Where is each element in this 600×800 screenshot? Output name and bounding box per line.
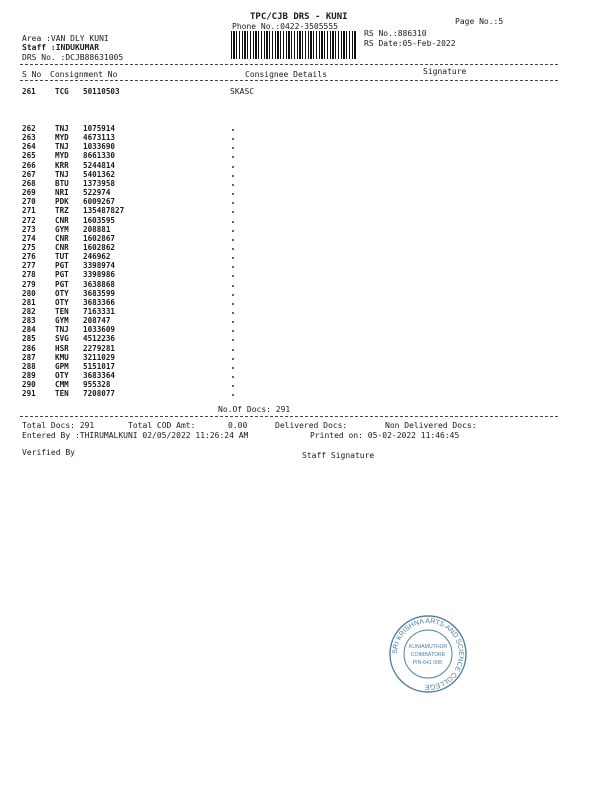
row-number: 1033690: [83, 142, 116, 152]
row-code: KMU: [55, 352, 69, 362]
drs-number: DRS No. :DCJB88631005: [22, 53, 124, 62]
row-number: 3398974: [83, 261, 116, 271]
row-code: TEN: [55, 389, 69, 399]
row-code: OTY: [55, 297, 69, 307]
consignee-mark: [232, 211, 234, 213]
row-sno: 281: [22, 297, 36, 307]
row-number: 3683366: [83, 297, 116, 307]
consignee-mark: [232, 193, 234, 195]
total-docs: Total Docs: 291: [22, 421, 95, 430]
verified-by: Verified By: [22, 448, 75, 457]
row-sno: 282: [22, 307, 36, 316]
row-code: TCG: [55, 87, 69, 96]
consignee-mark: [232, 367, 234, 369]
row-number: 1603595: [83, 215, 116, 225]
row-code: GYM: [55, 316, 69, 326]
delivered-docs: Delivered Docs:: [275, 421, 348, 430]
row-code: TUT: [55, 252, 69, 262]
entered-by: Entered By :THIRUMALKUNI 02/05/2022 11:26:24 AM: [22, 431, 249, 440]
row-number: 5244814: [83, 160, 116, 170]
row-sno: 276: [22, 252, 36, 262]
row-code: TNJ: [55, 325, 69, 335]
row-sno: 269: [22, 188, 36, 198]
row-number: 3683599: [83, 288, 116, 298]
consignee-mark: [232, 330, 234, 332]
consignee-mark: [232, 339, 234, 341]
row-sno: 265: [22, 151, 36, 161]
row-sno: 278: [22, 270, 36, 280]
row-code: HSR: [55, 343, 69, 353]
consignee-mark: [232, 376, 234, 378]
consignee-mark: [232, 266, 234, 268]
row-sno: 268: [22, 178, 36, 188]
consignee-mark: [232, 394, 234, 396]
row-number: 3211029: [83, 352, 116, 362]
column-sno: S No: [22, 70, 42, 79]
row-code: TEN: [55, 307, 69, 316]
row-number: 1602867: [83, 233, 116, 243]
no-of-docs: No.Of Docs: 291: [218, 405, 291, 414]
row-sno: 271: [22, 206, 36, 216]
row-sno: 279: [22, 279, 36, 289]
row-code: OTY: [55, 288, 69, 298]
consignee-mark: [232, 257, 234, 259]
row-number: 955328: [83, 380, 111, 390]
svg-text:KUNIAMUTHUR: KUNIAMUTHUR: [408, 644, 448, 650]
row-number: 208747: [83, 316, 111, 326]
row-number: 135487827: [83, 206, 125, 216]
phone-number: Phone No.:0422-3505555: [232, 22, 338, 31]
row-code: TNJ: [55, 169, 69, 179]
row-sno: 277: [22, 261, 36, 271]
row-code: CNR: [55, 242, 69, 252]
consignee-mark: [232, 147, 234, 149]
row-number: 208881: [83, 224, 111, 234]
row-code: SVG: [55, 334, 69, 344]
row-sno: 289: [22, 371, 36, 381]
divider: [20, 64, 558, 65]
row-sno: 275: [22, 242, 36, 252]
consignee-mark: [232, 184, 234, 186]
row-sno: 290: [22, 380, 36, 390]
row-number: 3683364: [83, 371, 116, 381]
column-consignment: Consignment No: [50, 70, 118, 79]
row-number: 3398986: [83, 270, 116, 280]
consignee-mark: [232, 248, 234, 250]
consignee-mark: [232, 202, 234, 204]
staff-label: Staff :INDUKUMAR: [22, 43, 100, 52]
consignee-mark: [232, 166, 234, 168]
row-code: TRZ: [55, 206, 69, 216]
row-code: PGT: [55, 270, 69, 280]
svg-text:SRI KRISHNA ARTS AND SCIENCE C: SRI KRISHNA ARTS AND SCIENCE COLLEGE: [391, 617, 465, 691]
svg-text:PIN-641 008.: PIN-641 008.: [412, 660, 444, 666]
row-number: 3638868: [83, 279, 116, 289]
row-number: 4673113: [83, 133, 116, 143]
row-code: KRR: [55, 160, 69, 170]
column-signature: Signature: [423, 67, 467, 76]
row-sno: 287: [22, 352, 36, 362]
consignee-mark: [232, 303, 234, 305]
consignee-mark: [232, 175, 234, 177]
total-cod-value: 0.00: [228, 421, 248, 430]
row-code: CNR: [55, 233, 69, 243]
consignee-mark: [232, 312, 234, 314]
consignee-mark: [232, 239, 234, 241]
total-cod-label: Total COD Amt:: [128, 421, 196, 430]
row-code: PGT: [55, 279, 69, 289]
row-sno: 262: [22, 124, 36, 133]
row-code: TNJ: [55, 142, 69, 152]
column-consignee: Consignee Details: [245, 70, 327, 79]
row-sno: 267: [22, 169, 36, 179]
row-number: 522974: [83, 188, 111, 198]
row-number: 50110503: [83, 87, 120, 96]
row-code: CNR: [55, 215, 69, 225]
row-code: MYD: [55, 133, 69, 143]
consignee-mark: [232, 294, 234, 296]
consignee-mark: [232, 275, 234, 277]
consignee-mark: [232, 138, 234, 140]
row-number: 1075914: [83, 124, 116, 133]
consignee-mark: [232, 321, 234, 323]
consignee-name: SKASC: [230, 87, 255, 96]
row-number: 7208077: [83, 389, 116, 399]
row-number: 2279281: [83, 343, 116, 353]
row-sno: 288: [22, 361, 36, 371]
consignee-mark: [232, 349, 234, 351]
staff-signature: Staff Signature: [302, 451, 375, 460]
consignee-mark: [232, 285, 234, 287]
row-sno: 284: [22, 325, 36, 335]
printed-on: Printed on: 05-02-2022 11:46:45: [310, 431, 460, 440]
row-code: NRI: [55, 188, 69, 198]
row-number: 1033609: [83, 325, 116, 335]
row-number: 6009267: [83, 197, 116, 207]
row-sno: 270: [22, 197, 36, 207]
row-number: 7163331: [83, 307, 116, 316]
row-code: GPM: [55, 361, 69, 371]
consignee-mark: [232, 221, 234, 223]
row-sno: 285: [22, 334, 36, 344]
row-number: 1373958: [83, 178, 116, 188]
row-code: MYD: [55, 151, 69, 161]
page-number: Page No.:5: [455, 17, 504, 26]
row-sno: 283: [22, 316, 36, 326]
svg-text:COIMBATORE: COIMBATORE: [410, 652, 446, 658]
divider: [20, 416, 558, 417]
document-title: TPC/CJB DRS - KUNI: [250, 12, 348, 22]
row-sno: 266: [22, 160, 36, 170]
row-code: BTU: [55, 178, 69, 188]
rs-number: RS No.:886310: [364, 29, 427, 38]
row-code: OTY: [55, 371, 69, 381]
row-number: 4512236: [83, 334, 116, 344]
row-code: PDK: [55, 197, 69, 207]
row-sno: 286: [22, 343, 36, 353]
row-code: TNJ: [55, 124, 69, 133]
row-code: PGT: [55, 261, 69, 271]
consignee-mark: [232, 358, 234, 360]
row-number: 246962: [83, 252, 111, 262]
row-sno: 291: [22, 389, 36, 399]
row-code: CMM: [55, 380, 69, 390]
row-sno: 261: [22, 87, 36, 96]
row-sno: 263: [22, 133, 36, 143]
divider: [20, 80, 558, 81]
row-sno: 273: [22, 224, 36, 234]
row-number: 1602862: [83, 242, 116, 252]
consignee-mark: [232, 156, 234, 158]
row-sno: 272: [22, 215, 36, 225]
row-sno: 280: [22, 288, 36, 298]
consignee-mark: [232, 230, 234, 232]
consignee-mark: [232, 129, 234, 131]
row-number: 8661330: [83, 151, 116, 161]
non-delivered-docs: Non Delivered Docs:: [385, 421, 477, 430]
row-code: GYM: [55, 224, 69, 234]
college-seal: [388, 614, 468, 694]
rs-date: RS Date:05-Feb-2022: [364, 39, 456, 48]
row-number: 5401362: [83, 169, 116, 179]
row-sno: 274: [22, 233, 36, 243]
barcode-image: [231, 31, 357, 59]
row-number: 5151017: [83, 361, 116, 371]
consignee-mark: [232, 385, 234, 387]
row-sno: 264: [22, 142, 36, 152]
area-label: Area :VAN DLY KUNI: [22, 34, 109, 43]
